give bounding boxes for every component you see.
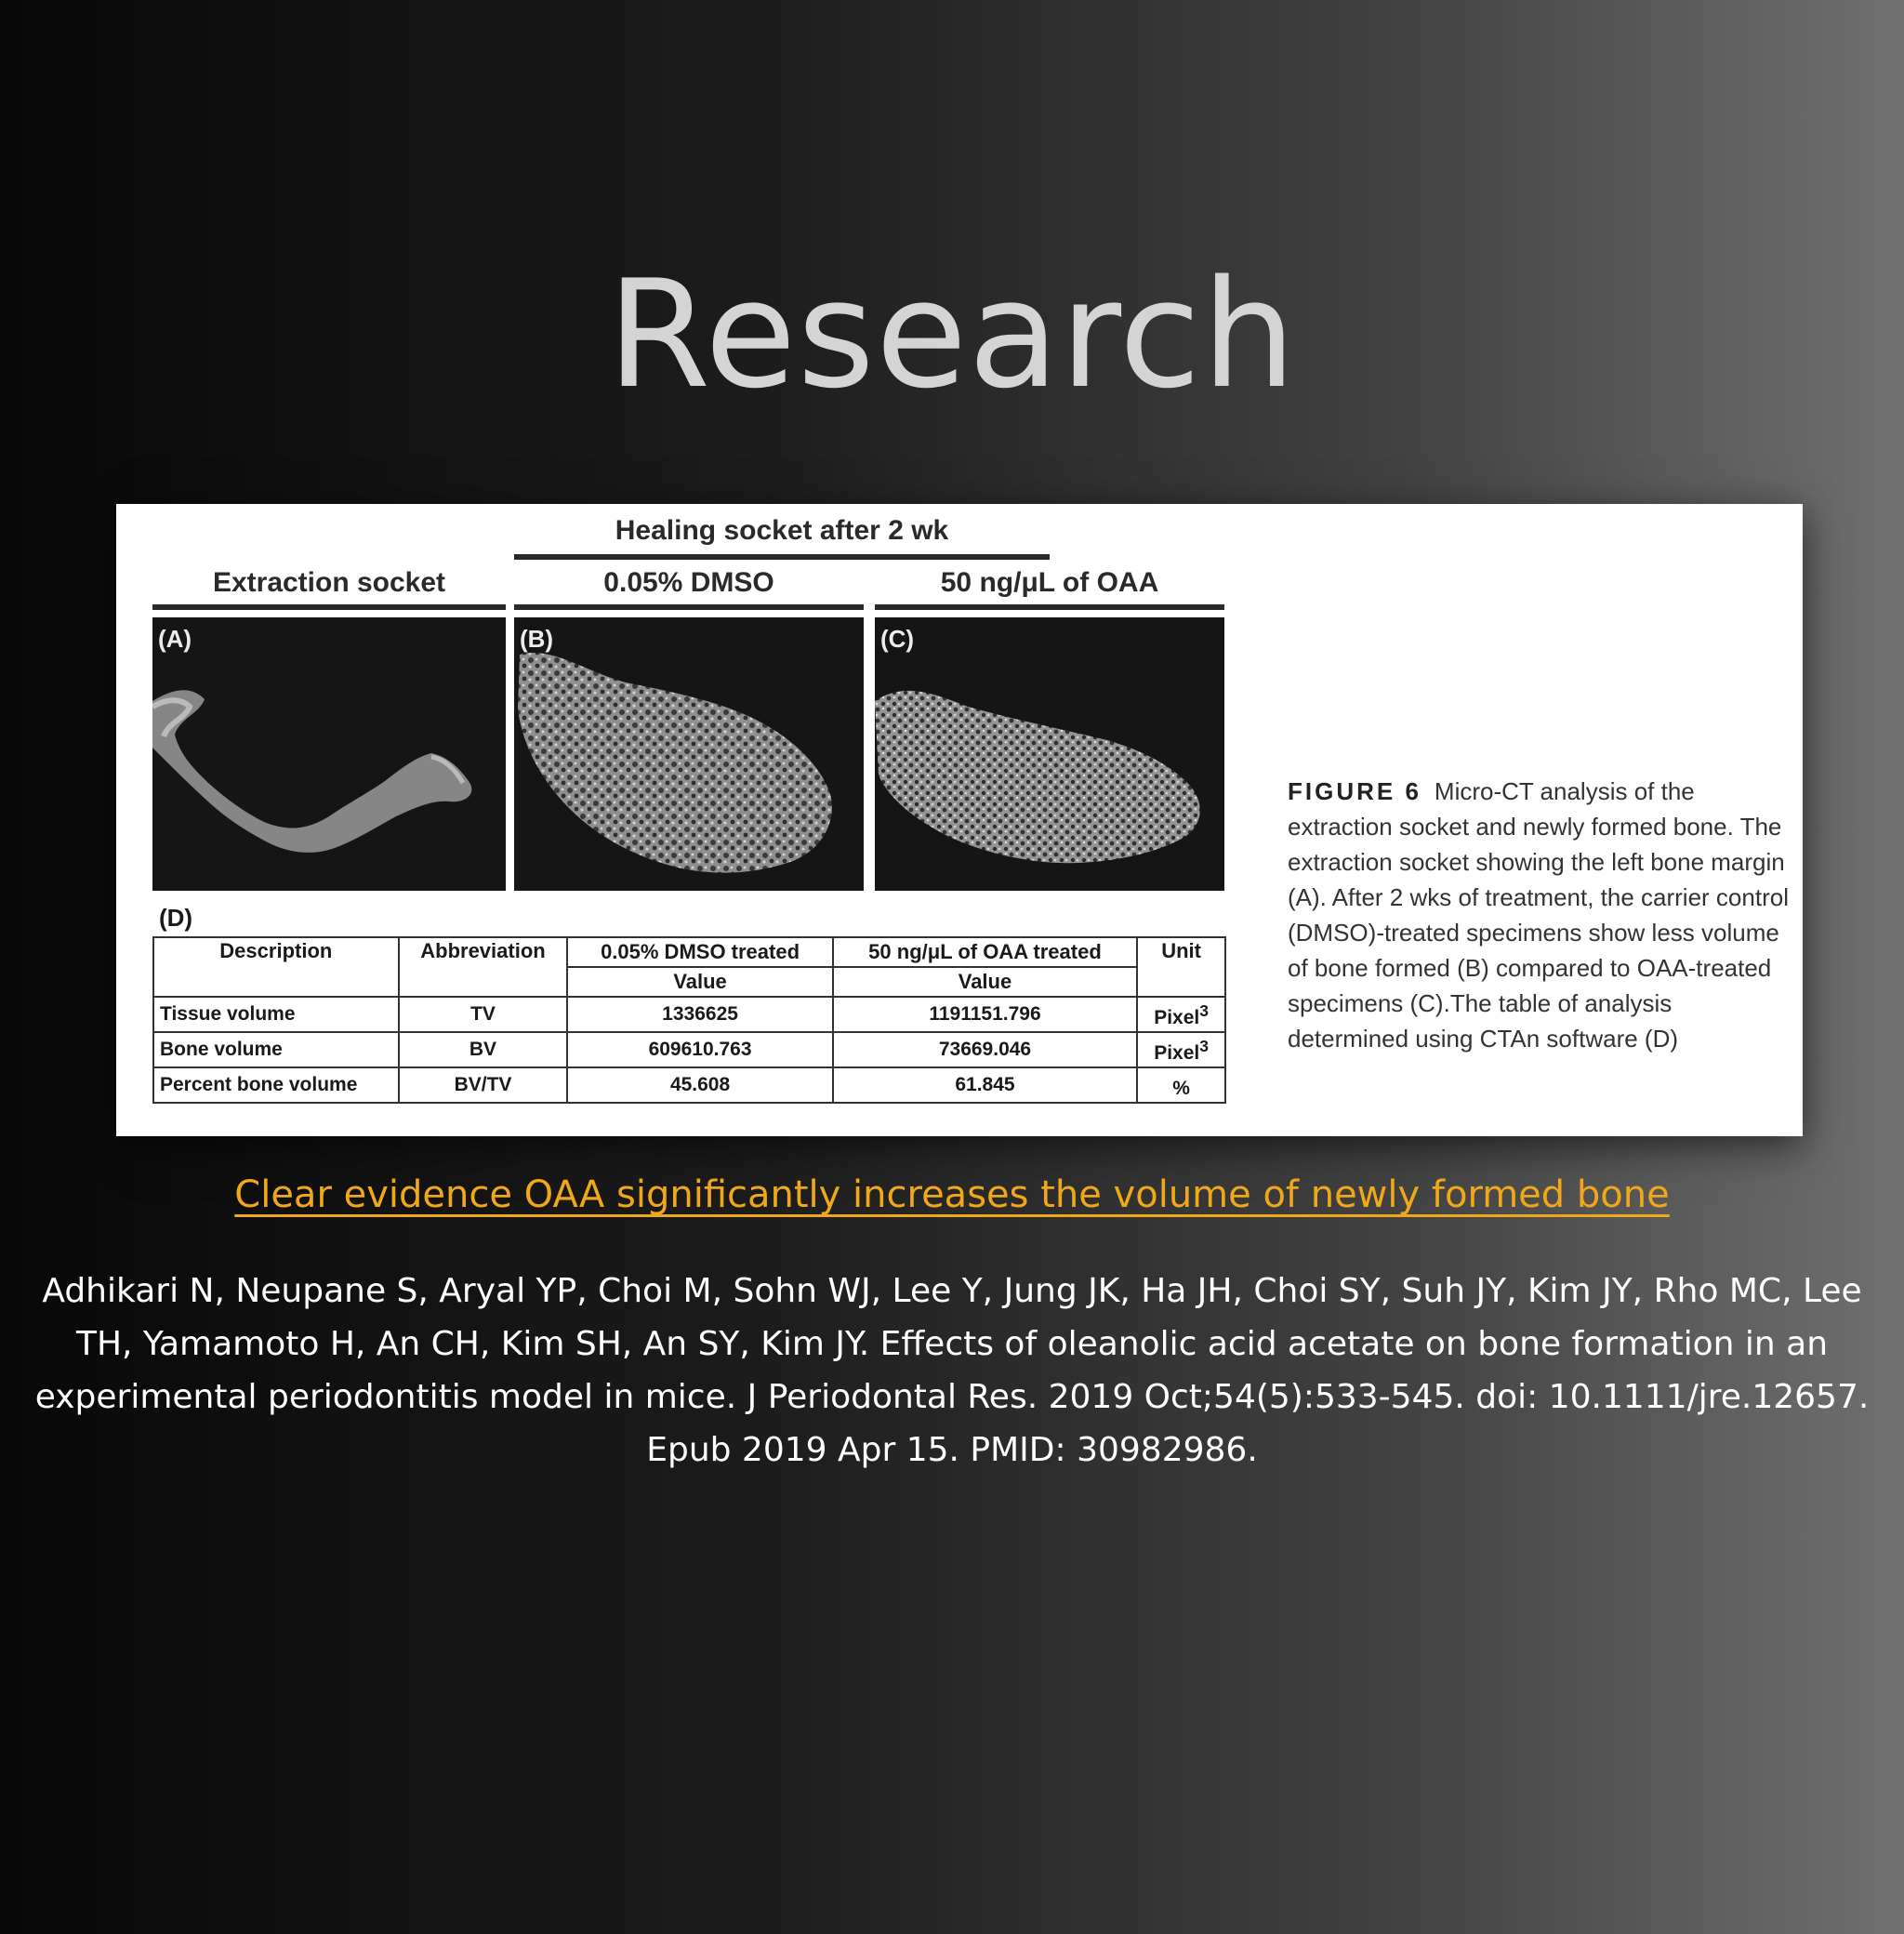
panel-b-rule (514, 604, 864, 610)
panel-c-label: (C) (880, 625, 915, 653)
unit-text: Pixel (1154, 1042, 1200, 1064)
header-oaa-value: Value (833, 967, 1137, 997)
cell-oaa-value: 61.845 (833, 1067, 1137, 1103)
panel-c-rule (875, 604, 1224, 610)
header-oaa: 50 ng/μL of OAA treated (833, 937, 1137, 967)
panel-a-rule (152, 604, 506, 610)
cell-unit (1137, 997, 1225, 1032)
page-title: Research (607, 247, 1297, 421)
panel-c-image (875, 617, 1224, 891)
cell-abbreviation: TV (399, 997, 568, 1032)
cell-dmso-value: 609610.763 (567, 1032, 832, 1067)
figure-caption-text: Micro-CT analysis of the extraction socket and newly formed bone. The extraction socket showing the left bone margin (A). After 2 wks of treatment, the carrier control (DMSO)-treated specimens show less volume of bone formed (B) compared to OAA-treated specimens (C).The table of analysis determined using CTAn software (D) (1288, 777, 1789, 1053)
cell-oaa-value: 73669.046 (833, 1032, 1137, 1067)
cell-dmso-value: 1336625 (567, 997, 832, 1032)
panel-b-header: 0.05% DMSO (603, 567, 774, 598)
cell-description: Percent bone volume (153, 1067, 399, 1103)
table-row (153, 1067, 1225, 1103)
cell-unit (1137, 1067, 1225, 1103)
healing-socket-rule (514, 554, 1050, 560)
table-row (153, 997, 1225, 1032)
panel-a-header: Extraction socket (212, 567, 446, 598)
cell-description: Bone volume (153, 1032, 399, 1067)
header-dmso-value: Value (567, 967, 832, 997)
panel-a-image (152, 617, 506, 891)
figure-caption-label: FIGURE 6 (1288, 777, 1421, 805)
oaa-bone-graphic (875, 617, 1224, 891)
citation-text: Adhikari N, Neupane S, Aryal YP, Choi M, Sohn WJ, Lee Y, Jung JK, Ha JH, Choi SY, Suh JY, Kim JY, Rho MC, Lee TH, Yamamoto H, An CH, Kim SH, An SY, Kim JY. Effects of oleanolic acid acetate on bone formation in an experimental periodontitis model in mice. J Periodontal Res. 2019 Oct;54(5):533-545. doi: 10.1111/jre.12657. Epub 2019 Apr 15. PMID: 30982986. (34, 1272, 1870, 1469)
unit-superscript: 3 (1199, 1001, 1209, 1020)
panel-b-label: (B) (520, 625, 554, 653)
header-unit: Unit (1137, 937, 1225, 997)
table-header-row (153, 937, 1225, 967)
panel-c-header: 50 ng/μL of OAA (940, 567, 1159, 598)
header-abbreviation: Abbreviation (399, 937, 568, 997)
unit-superscript: 3 (1199, 1037, 1209, 1055)
dmso-bone-graphic (514, 617, 864, 891)
cell-abbreviation: BV/TV (399, 1067, 568, 1103)
cell-dmso-value: 45.608 (567, 1067, 832, 1103)
header-dmso: 0.05% DMSO treated (567, 937, 832, 967)
highlight-link[interactable]: Clear evidence OAA significantly increases the volume of newly formed bone (234, 1173, 1670, 1216)
analysis-table (152, 936, 1226, 1104)
panel-b-image (514, 617, 864, 891)
header-description: Description (153, 937, 399, 997)
table-row (153, 1032, 1225, 1067)
healing-socket-header: Healing socket after 2 wk (615, 515, 949, 546)
unit-text: Pixel (1154, 1007, 1200, 1028)
figure-card (116, 504, 1803, 1136)
cell-unit (1137, 1032, 1225, 1067)
unit-text: % (1172, 1078, 1190, 1099)
bone-margin-graphic (152, 617, 506, 891)
figure-caption (1288, 774, 1790, 1056)
cell-abbreviation: BV (399, 1032, 568, 1067)
panel-a-label: (A) (158, 625, 192, 653)
table-label: (D) (159, 904, 193, 932)
cell-oaa-value: 1191151.796 (833, 997, 1137, 1032)
cell-description: Tissue volume (153, 997, 399, 1032)
